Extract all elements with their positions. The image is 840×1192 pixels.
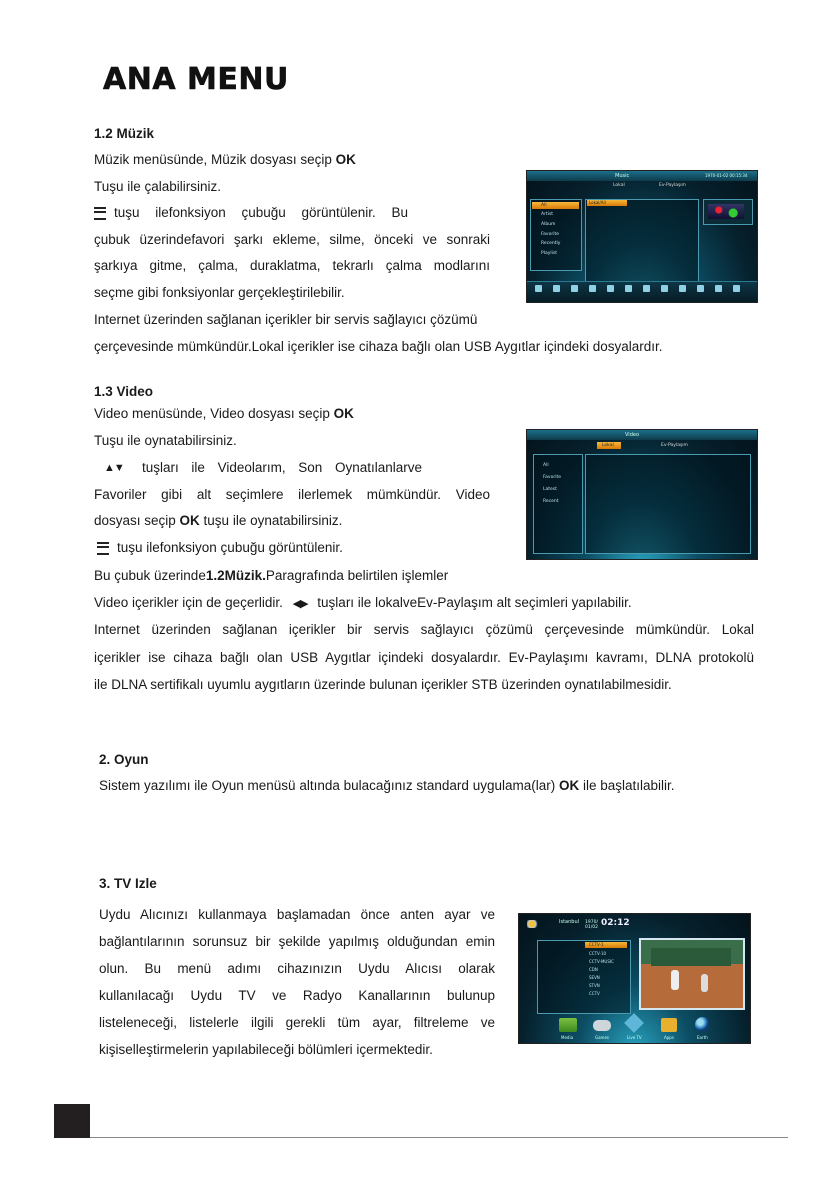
music-line-7: Internet üzerinden sağlanan içerikler bir servis sağlayıcı çözümü: [94, 312, 478, 327]
function-icon: [589, 285, 596, 292]
tv-shot-channel: STVN: [589, 983, 600, 988]
menu-icon: [97, 542, 109, 555]
video-heading: 1.3 Video: [94, 384, 154, 399]
tv-shot-weather: Istanbul: [559, 919, 580, 925]
tv-line-5: listeleneceği, listelerle ilgili gerekli tüm ayar, filtreleme ve: [99, 1015, 495, 1030]
video-shot-item: Favorite: [543, 475, 561, 480]
music-heading: 1.2 Müzik: [94, 126, 155, 141]
function-icon: [715, 285, 722, 292]
page-title: ANA MENU: [103, 62, 289, 97]
video-shot-header: [527, 430, 757, 440]
tv-shot-channel-list: [537, 940, 631, 1014]
function-icon: [661, 285, 668, 292]
dock-label: Games: [595, 1035, 609, 1040]
video-line-11: ile DLNA sertifikalı uyumlu aygıtların üzerinde bulunan içerikler STB üzerinden oynatılabilmesidir.: [94, 677, 672, 692]
music-shot-item: Artist: [541, 212, 554, 217]
music-screenshot: [526, 170, 758, 303]
function-icon: [571, 285, 578, 292]
media-icon[interactable]: [559, 1018, 577, 1032]
music-line-6: seçme gibi fonksiyonlar gerçekleştirilebilir.: [94, 285, 345, 300]
video-shot-filelist: [585, 454, 751, 554]
music-line-2: Tuşu ile çalabilirsiniz.: [94, 179, 222, 194]
tv-shot-channel: CCTV-MUSIC: [589, 959, 614, 964]
function-icon: [643, 285, 650, 292]
album-art-image: [708, 204, 744, 219]
music-shot-item: Playlist: [541, 251, 557, 256]
video-line-9: Internet üzerinden sağlanan içerikler bir servis sağlayıcı çözümü çerçevesinde mümkündür. Lokal: [94, 622, 754, 637]
music-line-8: çerçevesinde mümkündür.Lokal içerikler ise cihaza bağlı olan USB Aygıtlar içindeki dosyalardır.: [94, 339, 663, 354]
tv-shot-date: 1970/ 01/02: [585, 920, 598, 930]
music-line-3: tuşu ilefonksiyon çubuğu görüntülenir. Bu: [94, 200, 408, 227]
live-tv-icon[interactable]: [624, 1013, 644, 1033]
up-down-arrows-icon: ▲▼: [104, 462, 124, 474]
video-shot-title: Video: [625, 432, 640, 438]
game-heading: 2. Oyun: [99, 752, 149, 767]
music-line-4: çubuk üzerindefavori şarkı ekleme, silme, önceki ve sonraki: [94, 232, 490, 247]
video-line-3: ▲▼ tuşları ile Videolarım, Son Oynatılanlarve: [104, 455, 422, 482]
video-shot-item: All: [543, 463, 549, 468]
video-shot-tab-share: Ev-Paylaşım: [661, 443, 688, 448]
tv-shot-channel: CCTV: [589, 991, 600, 996]
music-shot-function-bar: [527, 281, 757, 302]
tv-shot-channel: CCTV-1: [589, 942, 604, 947]
tv-screenshot: [518, 913, 751, 1044]
function-icon: [625, 285, 632, 292]
function-icon: [679, 285, 686, 292]
video-shot-item: Latest: [543, 487, 557, 492]
video-shot-item: Recent: [543, 499, 559, 504]
video-line-8: Video içerikler için de geçerlidir. ◀▶ tuşları ile lokalveEv-Paylaşım alt seçimleri yapılabilir.: [94, 595, 632, 610]
tv-line-2: bağlantılarının sorunsuz bir şekilde yapılmış olduğundan emin: [99, 934, 495, 949]
music-shot-tab-local: Lokal: [613, 183, 625, 188]
video-shot-tab-local: Lokal: [602, 443, 614, 448]
function-icon: [535, 285, 542, 292]
dock-label: Media: [561, 1035, 574, 1040]
music-shot-item: Favorite: [541, 232, 559, 237]
left-right-arrows-icon: ◀▶: [292, 598, 308, 610]
function-icon: [733, 285, 740, 292]
live-tv-preview-image: [639, 938, 745, 1010]
dock-label: Apps: [664, 1035, 674, 1040]
tv-line-1: Uydu Alıcınızı kullanmaya başlamadan önce anten ayar ve: [99, 907, 495, 922]
music-shot-cover: [703, 199, 753, 225]
video-shot-sidebar: [533, 454, 583, 554]
music-shot-title: Music: [615, 173, 630, 179]
tv-line-4: kullanılacağı Uydu TV ve Radyo Kanallarının bulunup: [99, 988, 495, 1003]
video-line-6: tuşu ilefonksiyon çubuğu görüntülenir.: [97, 535, 343, 562]
menu-icon: [94, 207, 106, 220]
video-line-10: içerikler ise cihaza bağlı olan USB Aygıtlar içindeki dosyalardır. Ev-Paylaşımı kavramı, DLNA protokolü: [94, 650, 754, 665]
music-shot-item: All: [541, 203, 547, 208]
gamepad-icon[interactable]: [593, 1020, 611, 1031]
video-line-2: Tuşu ile oynatabilirsiniz.: [94, 433, 237, 448]
video-line-5: dosyası seçip OK tuşu ile oynatabilirsiniz.: [94, 513, 343, 528]
music-shot-filelist: [585, 199, 699, 283]
music-shot-item: Album: [541, 222, 556, 227]
tv-shot-time: 02:12: [601, 918, 630, 928]
music-shot-item: Recently: [541, 241, 561, 246]
game-line-1: Sistem yazılımı ile Oyun menüsü altında bulacağınız standard uygulama(lar) OK ile başlatılabilir.: [99, 778, 675, 793]
music-shot-file: Lokal/All: [589, 200, 606, 205]
video-screenshot: [526, 429, 758, 560]
weather-icon: [527, 920, 539, 928]
tv-line-6: kişiselleştirmelerin yapılabileceği bölümleri içermektedir.: [99, 1042, 433, 1057]
dock-label: Live TV: [627, 1035, 642, 1040]
music-line-5: şarkıya gitme, çalma, duraklatma, tekrarlı çalma modlarını: [94, 258, 490, 273]
tv-shot-channel: SEVN: [589, 975, 600, 980]
footer-rule: [90, 1137, 788, 1138]
tv-shot-channel: CDN: [589, 967, 598, 972]
function-icon: [697, 285, 704, 292]
music-shot-tab-share: Ev-Paylaşım: [659, 183, 686, 188]
function-icon: [607, 285, 614, 292]
video-line-7: Bu çubuk üzerinde1.2Müzik.Paragrafında belirtilen işlemler: [94, 568, 449, 583]
earth-icon[interactable]: [695, 1017, 710, 1032]
video-line-1: Video menüsünde, Video dosyası seçip OK: [94, 406, 354, 421]
music-shot-clock: 1970-01-02 00:15:34: [705, 173, 748, 178]
tv-line-3: olun. Bu menü adımı cihazınızın Uydu Alıcısı olarak: [99, 961, 495, 976]
footer-page-block: [54, 1104, 90, 1138]
tv-heading: 3. TV Izle: [99, 876, 157, 891]
tv-shot-channel: CCTV-10: [589, 951, 607, 956]
music-line-1: Müzik menüsünde, Müzik dosyası seçip OK: [94, 152, 356, 167]
dock-label: Earth: [697, 1035, 708, 1040]
video-line-4: Favoriler gibi alt seçimlere ilerlemek mümkündür. Video: [94, 487, 490, 502]
music-shot-selected: [532, 202, 579, 209]
function-icon: [553, 285, 560, 292]
apps-icon[interactable]: [661, 1018, 677, 1032]
